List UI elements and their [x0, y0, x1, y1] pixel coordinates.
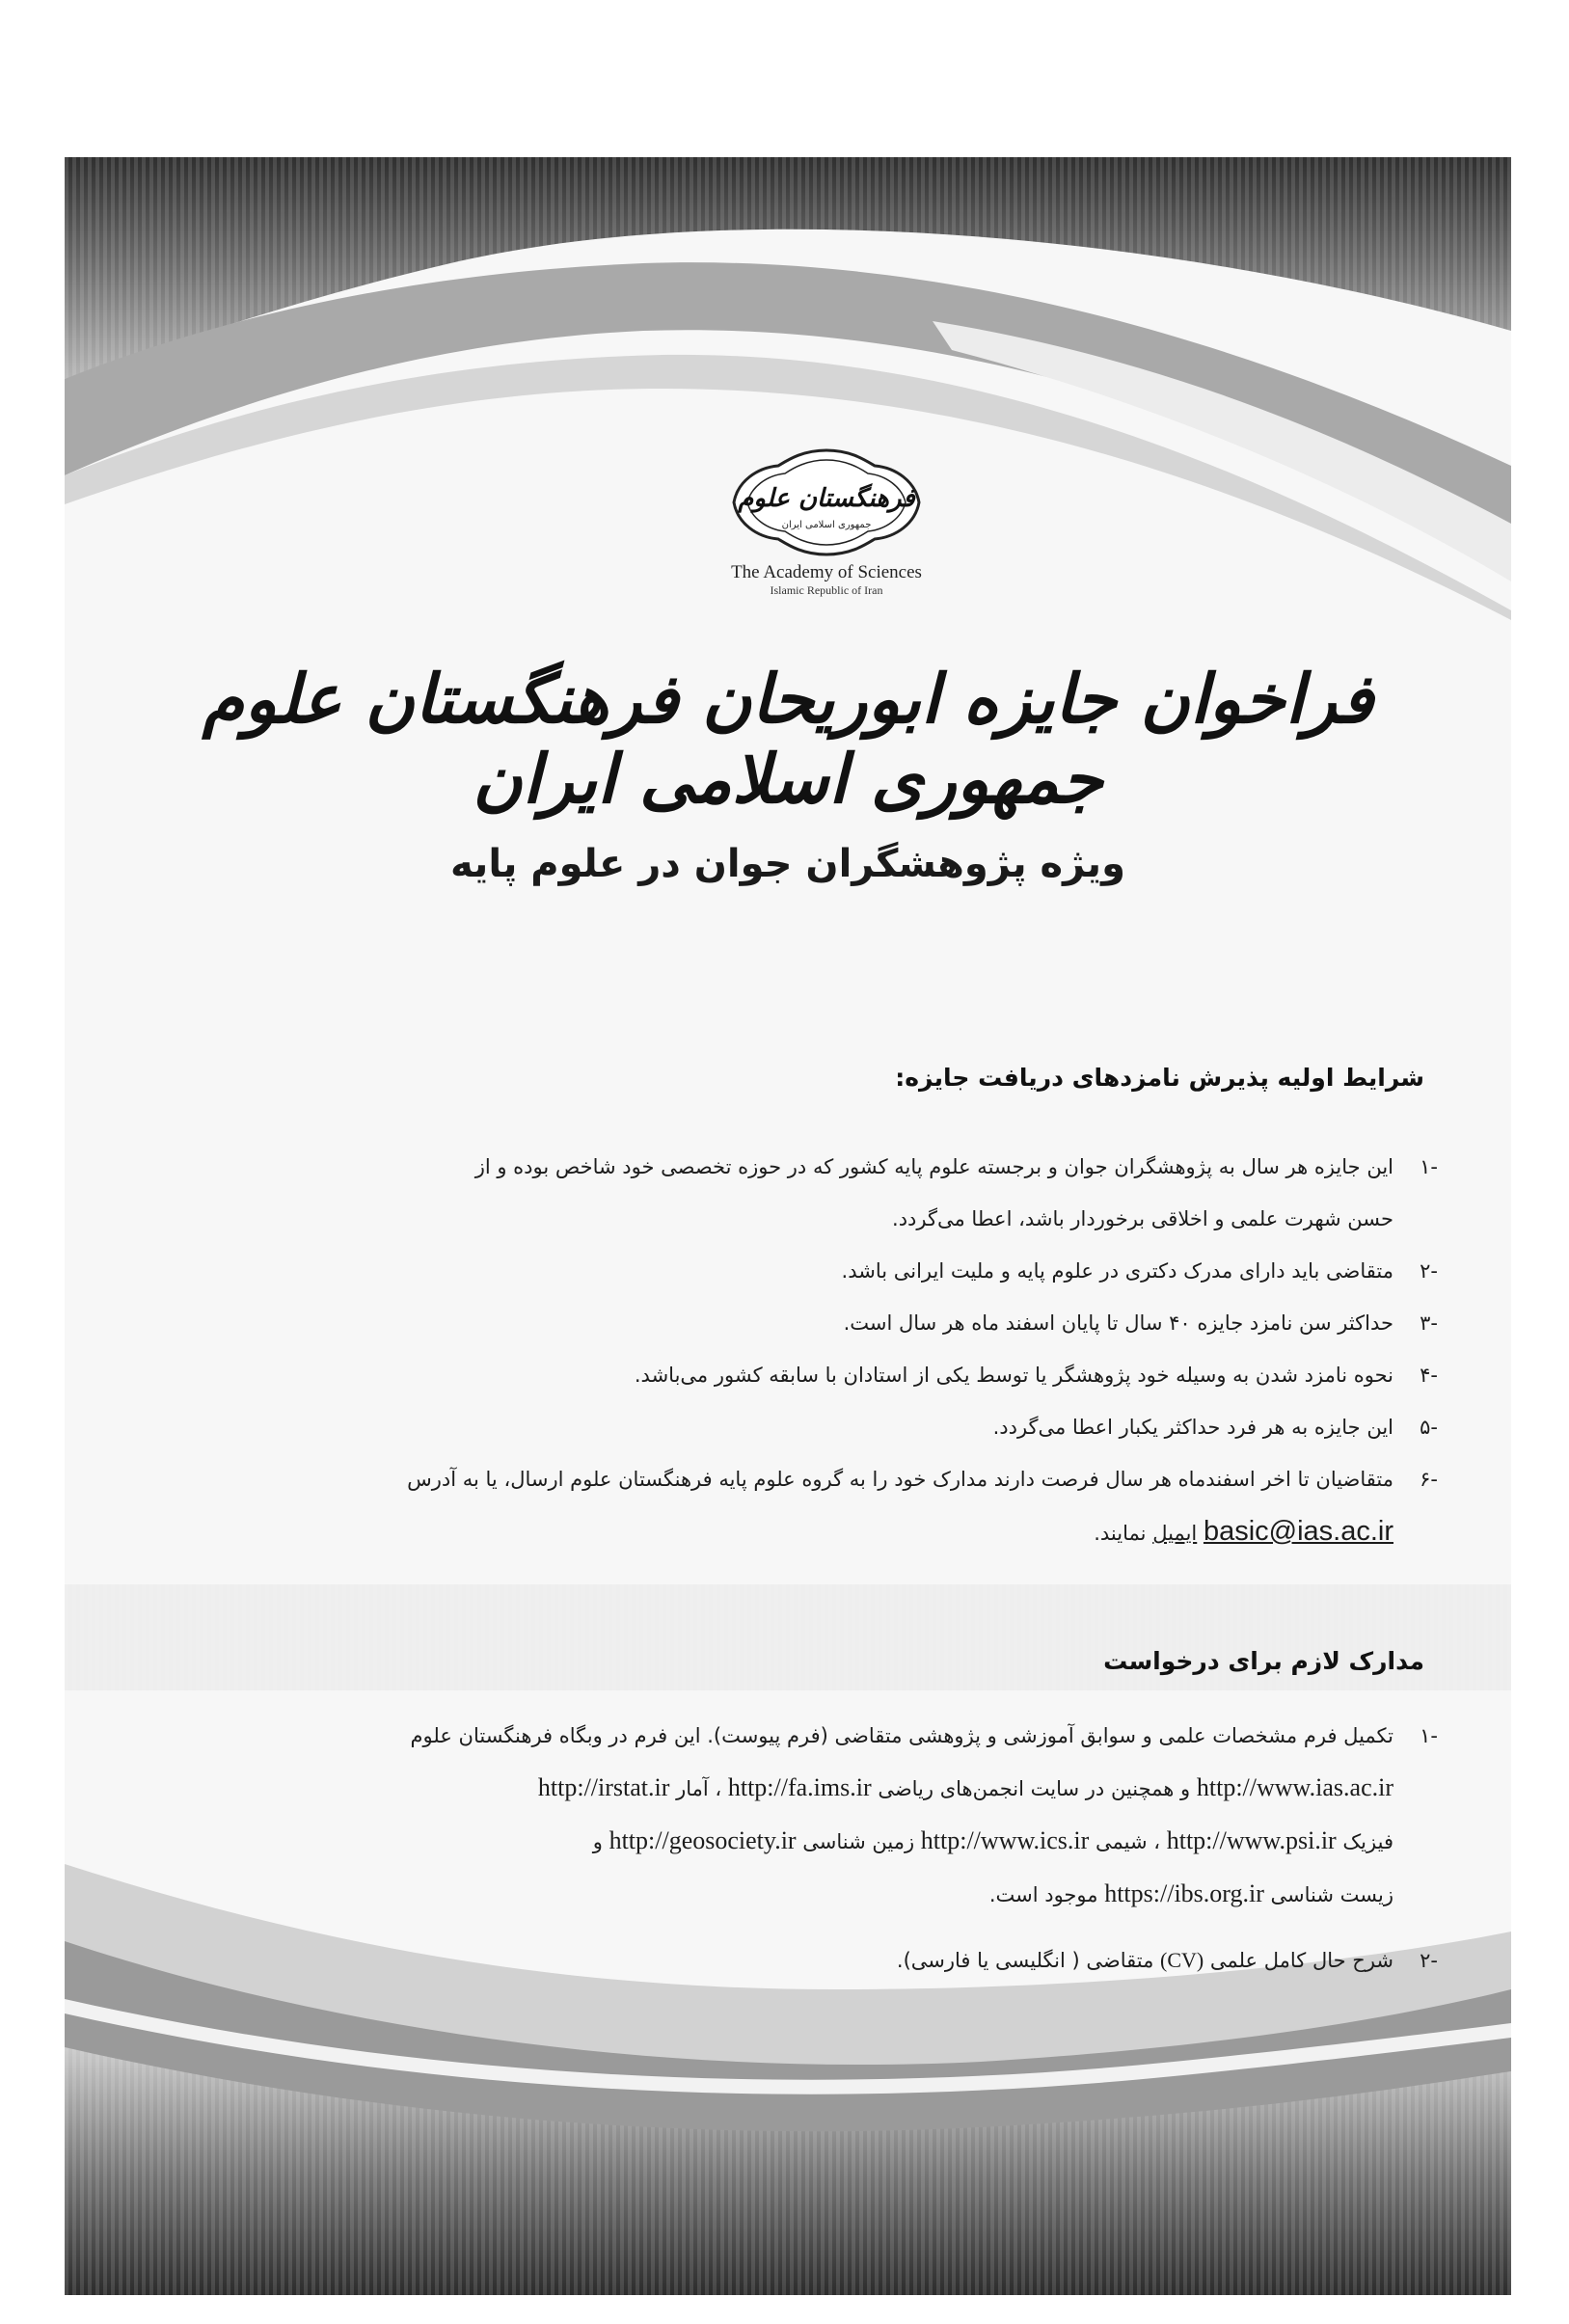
item-text: این جایزه به هر فرد حداکثر یکبار اعطا می‌گردد. [992, 1416, 1393, 1439]
item-number: -۶ [1420, 1468, 1438, 1491]
page-subtitle: ویژه پژوهشگران جوان در علوم پایه [450, 842, 1125, 886]
conditions-list [371, 1141, 1438, 1559]
list-item [371, 1401, 1438, 1453]
item-number: -۱ [1420, 1724, 1438, 1747]
conditions-heading: شرایط اولیه پذیرش نامزدهای دریافت جایزه: [895, 1064, 1424, 1092]
link-psi[interactable]: http://www.psi.ir [1166, 1826, 1337, 1854]
text-fragment: زمین شناسی [802, 1830, 915, 1853]
item-number: -۲ [1420, 1259, 1438, 1283]
text-fragment: و همچنین در سایت انجمن‌های ریاضی [878, 1777, 1191, 1800]
text-fragment: ، شیمی [1096, 1830, 1161, 1853]
text-fragment: متقاضی ( انگلیسی یا فارسی). [896, 1949, 1154, 1972]
logo-persian-text: فرهنگستان علوم [738, 484, 915, 513]
academy-logo [687, 446, 966, 598]
item-text: حداکثر سن نامزد جایزه ۴۰ سال تا پایان اسفند ماه هر سال است. [843, 1311, 1393, 1335]
link-ims[interactable]: http://fa.ims.ir [727, 1773, 872, 1801]
item-text: نحوه نامزد شدن به وسیله خود پژوهشگر یا توسط یکی از استادان با سابقه کشور می‌باشد. [634, 1364, 1393, 1387]
item-text: حسن شهرت علمی و اخلاقی برخوردار باشد، اعطا می‌گردد. [892, 1207, 1393, 1230]
item-text [371, 1815, 1393, 1868]
item-number: -۳ [1420, 1311, 1438, 1335]
list-item [371, 1297, 1438, 1349]
item-text: این جایزه هر سال به پژوهشگران جوان و برجسته علوم پایه کشور که در حوزه تخصصی خود شاخص بوده و از [474, 1155, 1393, 1178]
link-ics[interactable]: http://www.ics.ir [920, 1826, 1090, 1854]
list-item [371, 1141, 1438, 1245]
text-fragment: زیست شناسی [1270, 1883, 1393, 1906]
item-text: متقاضی باید دارای مدرک دکتری در علوم پایه و ملیت ایرانی باشد. [841, 1259, 1393, 1283]
item-number: -۵ [1420, 1416, 1438, 1439]
item-number: -۲ [1420, 1949, 1438, 1972]
item-text [371, 1868, 1393, 1921]
item-text-email-line [371, 1505, 1393, 1559]
documents-list [371, 1710, 1438, 1986]
link-irstat[interactable]: http://irstat.ir [537, 1773, 670, 1801]
page-title: فراخوان جایزه ابوریحان فرهنگستان علوم جمهوری اسلامی ایران [202, 659, 1374, 819]
item-number: -۱ [1420, 1155, 1438, 1178]
link-geosociety[interactable]: http://geosociety.ir [609, 1826, 797, 1854]
link-ibs[interactable]: https://ibs.org.ir [1104, 1879, 1264, 1907]
documents-heading: مدارک لازم برای درخواست [1103, 1647, 1424, 1675]
list-item [371, 1453, 1438, 1559]
link-ias[interactable]: http://www.ias.ac.ir [1196, 1773, 1393, 1801]
logo-persian-subtext: جمهوری اسلامی ایران [781, 520, 872, 530]
cv-label: (CV) [1160, 1948, 1204, 1972]
list-item [371, 1934, 1438, 1986]
item-text: تکمیل فرم مشخصات علمی و سوابق آموزشی و پژوهشی متقاضی (فرم پیوست). این فرم در وبگاه فرهنگستان علوم [410, 1724, 1393, 1747]
item-text [371, 1762, 1393, 1815]
poster [65, 157, 1511, 2295]
text-fragment: شرح حال کامل علمی [1209, 1949, 1393, 1972]
text-fragment: ، آمار [676, 1777, 722, 1800]
item-tail: نمایند. [1094, 1522, 1147, 1545]
list-item [371, 1349, 1438, 1401]
email-word: ایمیل [1152, 1522, 1198, 1545]
text-fragment: موجود است. [988, 1883, 1098, 1906]
item-number: -۴ [1420, 1364, 1438, 1387]
email-link[interactable]: basic@ias.ac.ir [1203, 1516, 1393, 1547]
item-text: متقاضیان تا اخر اسفندماه هر سال فرصت دارند مدارک خود را به گروه علوم پایه فرهنگستان علوم ارسال، یا به آدرس [407, 1468, 1393, 1491]
text-fragment: فیزیک [1342, 1830, 1393, 1853]
list-item [371, 1245, 1438, 1297]
logo-english-sub: Islamic Republic of Iran [770, 583, 883, 597]
logo-emblem [730, 446, 923, 560]
logo-english-name: The Academy of Sciences [731, 562, 922, 582]
item-text [371, 1934, 1393, 1986]
list-item [371, 1710, 1438, 1921]
text-fragment: و [592, 1830, 603, 1853]
